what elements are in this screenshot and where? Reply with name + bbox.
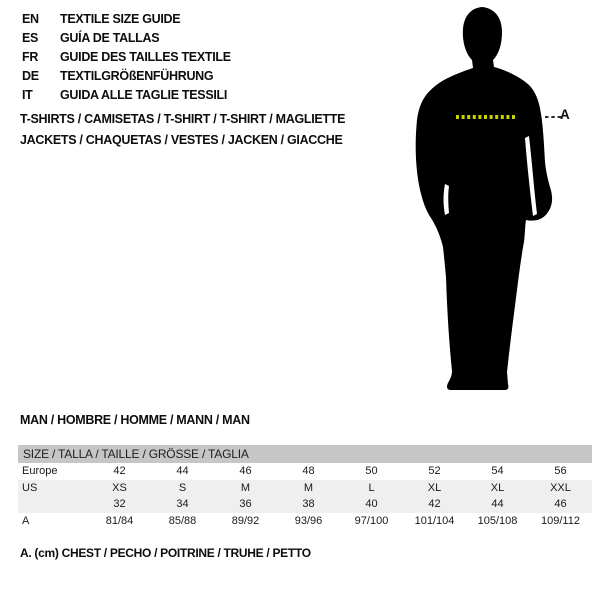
section-title: MAN / HOMBRE / HOMME / MANN / MAN: [20, 413, 250, 427]
cell: 85/88: [168, 514, 197, 527]
language-code: ES: [22, 30, 39, 45]
measurement-footnote: A. (cm) CHEST / PECHO / POITRINE / TRUHE / PETTO: [20, 546, 311, 560]
category-jackets: JACKETS / CHAQUETAS / VESTES / JACKEN / GIACCHE: [20, 133, 343, 147]
language-label: GUIDE DES TAILLES TEXTILE: [60, 49, 231, 64]
cell: 46: [554, 498, 567, 511]
cell: 54: [491, 465, 504, 478]
language-label: TEXTILE SIZE GUIDE: [60, 11, 181, 26]
cell: S: [178, 481, 187, 494]
language-code: FR: [22, 49, 39, 64]
cell: 81/84: [105, 514, 134, 527]
cell: 105/108: [477, 514, 518, 527]
row-label: A: [22, 514, 30, 527]
arm-gap-left: [444, 184, 450, 215]
cell: 56: [554, 465, 567, 478]
row-label: [18, 496, 88, 513]
cell: 50: [365, 465, 378, 478]
table-header-row: [18, 445, 592, 463]
cell: 97/100: [354, 514, 389, 527]
size-table: [18, 445, 592, 529]
cell: 42: [428, 498, 441, 511]
language-code: DE: [22, 68, 39, 83]
cell: M: [240, 481, 251, 494]
language-row: [22, 66, 231, 85]
cell: 101/104: [414, 514, 455, 527]
garment-categories: [20, 109, 345, 151]
row-label: Europe: [22, 465, 58, 478]
row-label: US: [22, 481, 38, 494]
table-row-size-number: [18, 496, 592, 513]
language-list: [22, 9, 231, 104]
language-code: IT: [22, 87, 33, 102]
language-row: [22, 85, 231, 104]
cell: L: [368, 481, 375, 494]
cell: M: [303, 481, 314, 494]
cell: 32: [113, 498, 126, 511]
table-header: SIZE / TALLA / TAILLE / GRÖSSE / TAGLIA: [18, 445, 592, 463]
cell: 42: [113, 465, 126, 478]
man-silhouette-figure: [412, 4, 562, 392]
cell: 34: [176, 498, 189, 511]
cell: 46: [239, 465, 252, 478]
language-row: [22, 9, 231, 28]
cell: 44: [176, 465, 189, 478]
language-code: EN: [22, 11, 39, 26]
cell: 40: [365, 498, 378, 511]
cell: 44: [491, 498, 504, 511]
cell: 36: [239, 498, 252, 511]
cell: 38: [302, 498, 315, 511]
cell: XS: [112, 481, 127, 494]
language-label: GUÍA DE TALLAS: [60, 30, 160, 45]
table-row-us: [18, 480, 592, 497]
cell: 89/92: [231, 514, 260, 527]
language-row: [22, 28, 231, 47]
cell: 52: [428, 465, 441, 478]
table-row-chest: [18, 513, 592, 530]
cell: XL: [490, 481, 505, 494]
cell: XXL: [550, 481, 571, 494]
cell: 93/96: [294, 514, 323, 527]
cell: XL: [427, 481, 442, 494]
table-row-europe: [18, 463, 592, 480]
language-row: [22, 47, 231, 66]
language-label: GUIDA ALLE TAGLIE TESSILI: [60, 87, 228, 102]
language-label: TEXTILGRÖßENFÜHRUNG: [60, 68, 214, 83]
cell: 48: [302, 465, 315, 478]
measure-label-a: A: [560, 107, 570, 122]
cell: 109/112: [541, 514, 580, 527]
category-tshirts: T-SHIRTS / CAMISETAS / T-SHIRT / T-SHIRT / MAGLIETTE: [20, 112, 346, 126]
